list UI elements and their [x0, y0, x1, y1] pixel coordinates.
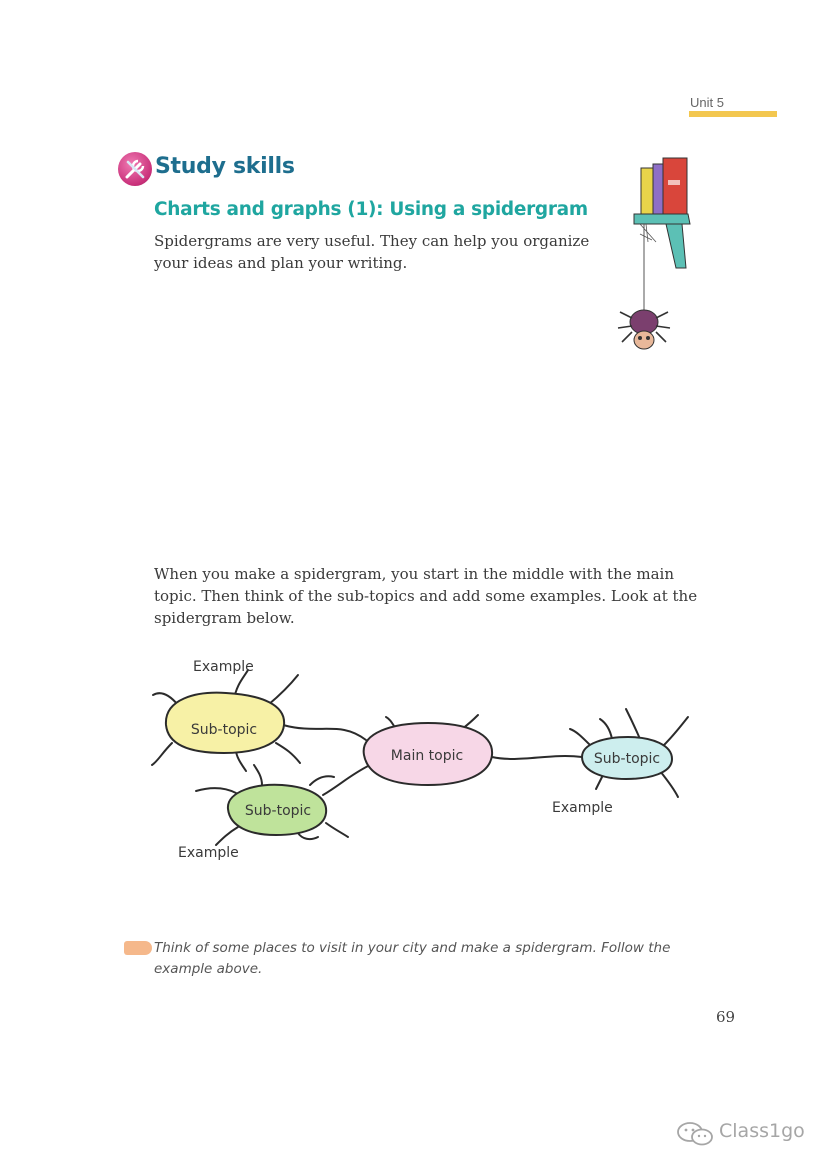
body-paragraph: When you make a spidergram, you start in the middle with the main topic. Then think of the sub-topics and add some examples. Look at the spidergram below.: [154, 565, 698, 627]
watermark: [676, 1119, 806, 1147]
unit-label: Unit 5: [690, 95, 724, 110]
main-topic-label: Main topic: [390, 748, 464, 764]
example-label: Example: [193, 659, 254, 675]
intro-paragraph: Spidergrams are very useful. They can help you organize your ideas and plan your writing.: [154, 232, 590, 272]
activity-instruction: Think of some places to visit in your city and make a spidergram. Follow the example above.: [154, 940, 671, 977]
section-subtitle: Charts and graphs (1): Using a spidergram: [154, 199, 588, 220]
example-label: Example: [178, 845, 239, 861]
sub-topic-label: Sub-topic: [244, 803, 312, 819]
study-skills-icon: [118, 152, 152, 186]
wechat-icon: [676, 1121, 716, 1147]
watermark-text: Class1go: [719, 1120, 805, 1142]
example-label: Example: [552, 800, 613, 816]
activity-bullet-icon: [124, 941, 152, 955]
page-number: 69: [716, 1008, 736, 1026]
sub-topic-label: Sub-topic: [190, 722, 258, 738]
unit-bar: [689, 111, 777, 117]
spidergram-space-hotel: [0, 650, 826, 920]
section-title: Study skills: [155, 154, 295, 179]
sub-topic-label: Sub-topic: [593, 751, 661, 767]
